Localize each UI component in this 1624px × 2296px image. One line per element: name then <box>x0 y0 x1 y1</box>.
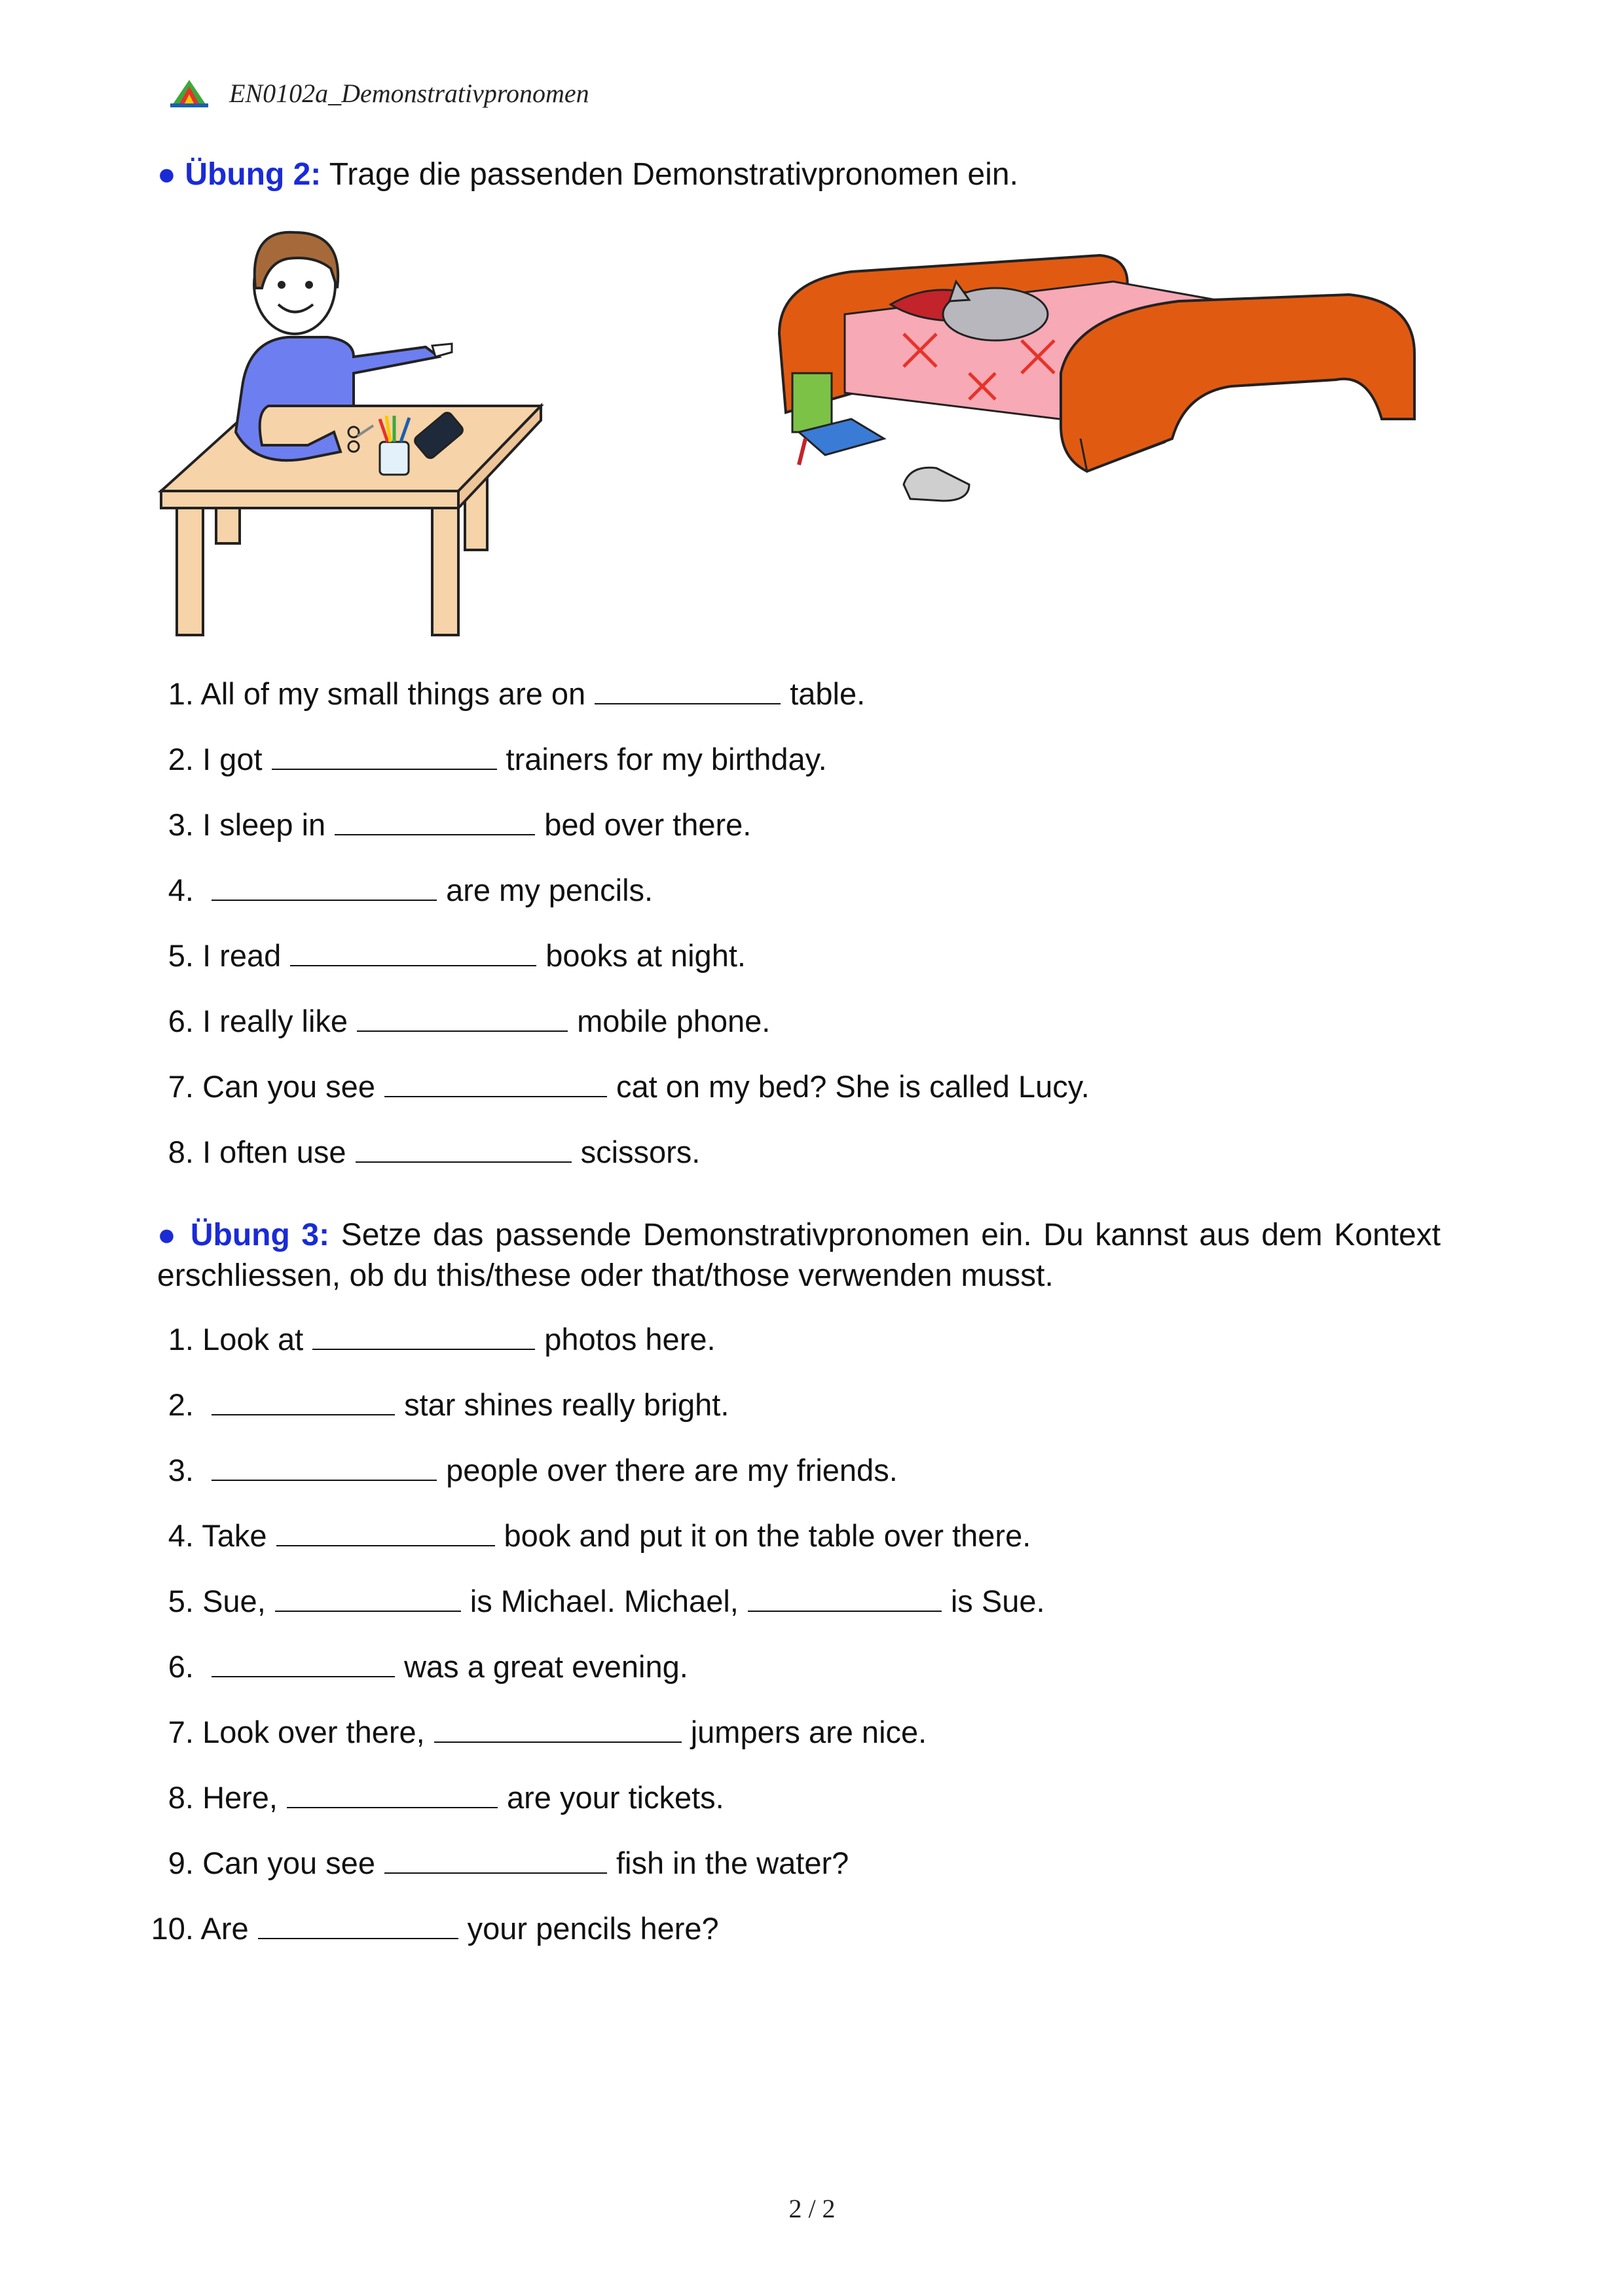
item-number: 7. <box>168 1715 194 1749</box>
item-text-after: fish in the water? <box>616 1846 849 1880</box>
exercise-3-item-7 <box>148 1714 927 1750</box>
item-text-before: Take <box>202 1518 267 1553</box>
answer-blank[interactable] <box>335 809 535 835</box>
exercise-2-item-2 <box>162 741 827 777</box>
answer-blank[interactable] <box>384 1848 607 1874</box>
answer-blank[interactable] <box>748 1586 942 1612</box>
exercise-2-item-5 <box>162 938 746 974</box>
exercise-3-heading <box>157 1215 1441 1296</box>
item-number: 8. <box>168 1135 194 1169</box>
answer-blank[interactable] <box>212 1455 437 1481</box>
item-number: 1. <box>168 1322 194 1357</box>
exercise-3-item-1 <box>148 1321 716 1357</box>
answer-blank[interactable] <box>356 1137 572 1163</box>
document-id: EN0102a_Demonstrativpronomen <box>229 78 589 108</box>
item-number: 1. <box>168 676 194 711</box>
item-number: 10. <box>151 1911 194 1946</box>
item-text-after: are my pencils. <box>446 873 654 907</box>
answer-blank[interactable] <box>276 1520 495 1546</box>
answer-blank[interactable] <box>272 744 497 770</box>
item-text-after: trainers for my birthday. <box>506 742 827 776</box>
item-text-before: Here, <box>202 1780 278 1815</box>
exercise-2-item-7 <box>162 1068 1090 1104</box>
item-text-after: jumpers are nice. <box>690 1715 927 1749</box>
item-number: 5. <box>168 938 194 973</box>
item-text-after: is Sue. <box>950 1584 1045 1618</box>
answer-blank[interactable] <box>212 1651 395 1677</box>
item-text-before: I often use <box>202 1135 346 1169</box>
item-text-middle: is Michael. Michael, <box>470 1584 739 1618</box>
item-number: 9. <box>168 1846 194 1880</box>
exercise-3-label: ● Übung 3: <box>157 1218 330 1252</box>
item-text-before: I really like <box>202 1004 348 1038</box>
item-text-after: scissors. <box>580 1135 701 1169</box>
item-text-before: I sleep in <box>202 807 326 842</box>
item-text-after: people over there are my friends. <box>446 1453 898 1487</box>
exercise-3-item-6 <box>148 1649 688 1685</box>
answer-blank[interactable] <box>290 940 536 966</box>
answer-blank[interactable] <box>212 875 437 901</box>
answer-blank[interactable] <box>595 678 781 704</box>
item-text-after: are your tickets. <box>507 1780 724 1815</box>
answer-blank[interactable] <box>357 1006 568 1032</box>
item-text-before: Sue, <box>202 1584 266 1618</box>
item-number: 4. <box>168 873 194 907</box>
item-number: 3. <box>168 807 194 842</box>
item-number: 4. <box>168 1518 194 1553</box>
item-text-after: book and put it on the table over there. <box>504 1518 1031 1553</box>
item-number: 6. <box>168 1649 194 1684</box>
exercise-3-item-8 <box>148 1779 724 1815</box>
exercise-2-item-8 <box>162 1134 700 1170</box>
answer-blank[interactable] <box>312 1324 535 1350</box>
item-text-after: books at night. <box>545 938 746 973</box>
exercise-2-instruction: Trage die passenden Demonstrativpronomen ein. <box>329 157 1018 192</box>
exercise-3-item-5 <box>148 1583 1045 1619</box>
item-number: 8. <box>168 1780 194 1815</box>
exercise-2-label: ● Übung 2: <box>157 157 322 192</box>
item-text-after: your pencils here? <box>467 1911 719 1946</box>
exercise-3-item-3 <box>148 1452 898 1488</box>
item-text-after: star shines really bright. <box>404 1387 729 1422</box>
item-text-before: Can you see <box>202 1069 375 1104</box>
exercise-2-item-4 <box>162 872 653 908</box>
item-text-before: Look at <box>202 1322 304 1357</box>
item-number: 3. <box>168 1453 194 1487</box>
exercise-3-item-9 <box>148 1845 849 1881</box>
answer-blank[interactable] <box>275 1586 461 1612</box>
exercise-3-instruction: Setze das passende Demonstrativpronomen ein. Du kannst aus dem Kontext erschliessen, ob du this/these oder that/those verwenden musst. <box>157 1218 1441 1293</box>
item-number: 5. <box>168 1584 194 1618</box>
exercise-2-item-3 <box>162 807 751 843</box>
boy-at-table-illustration <box>157 216 550 648</box>
item-text-after: bed over there. <box>544 807 752 842</box>
page-header <box>169 77 589 109</box>
bed-with-cat-illustration <box>773 242 1421 530</box>
item-text-after: photos here. <box>544 1322 716 1357</box>
answer-blank[interactable] <box>212 1389 395 1415</box>
item-text-after: cat on my bed? She is called Lucy. <box>616 1069 1090 1104</box>
item-text-after: mobile phone. <box>577 1004 771 1038</box>
exercise-3-item-2 <box>148 1387 729 1423</box>
item-text-before: I got <box>202 742 263 776</box>
answer-blank[interactable] <box>258 1913 458 1939</box>
item-text-before: Look over there, <box>202 1715 425 1749</box>
item-text-before: Can you see <box>202 1846 375 1880</box>
item-text-after: was a great evening. <box>404 1649 688 1684</box>
answer-blank[interactable] <box>287 1782 498 1808</box>
logo-icon <box>169 77 210 109</box>
exercise-3-item-10 <box>148 1910 719 1946</box>
exercise-2-heading <box>157 155 1441 195</box>
item-number: 2. <box>168 1387 194 1422</box>
exercise-2-item-1 <box>162 676 865 712</box>
item-text-before: I read <box>202 938 282 973</box>
item-text-before: All of my small things are on <box>200 676 586 711</box>
answer-blank[interactable] <box>434 1717 682 1743</box>
item-number: 2. <box>168 742 194 776</box>
item-text-after: table. <box>790 676 866 711</box>
page-number: 2 / 2 <box>788 2194 836 2223</box>
item-text-before: Are <box>200 1911 249 1946</box>
item-number: 6. <box>168 1004 194 1038</box>
exercise-2-item-6 <box>162 1003 770 1039</box>
exercise-3-item-4 <box>148 1518 1031 1554</box>
item-number: 7. <box>168 1069 194 1104</box>
answer-blank[interactable] <box>384 1071 607 1097</box>
